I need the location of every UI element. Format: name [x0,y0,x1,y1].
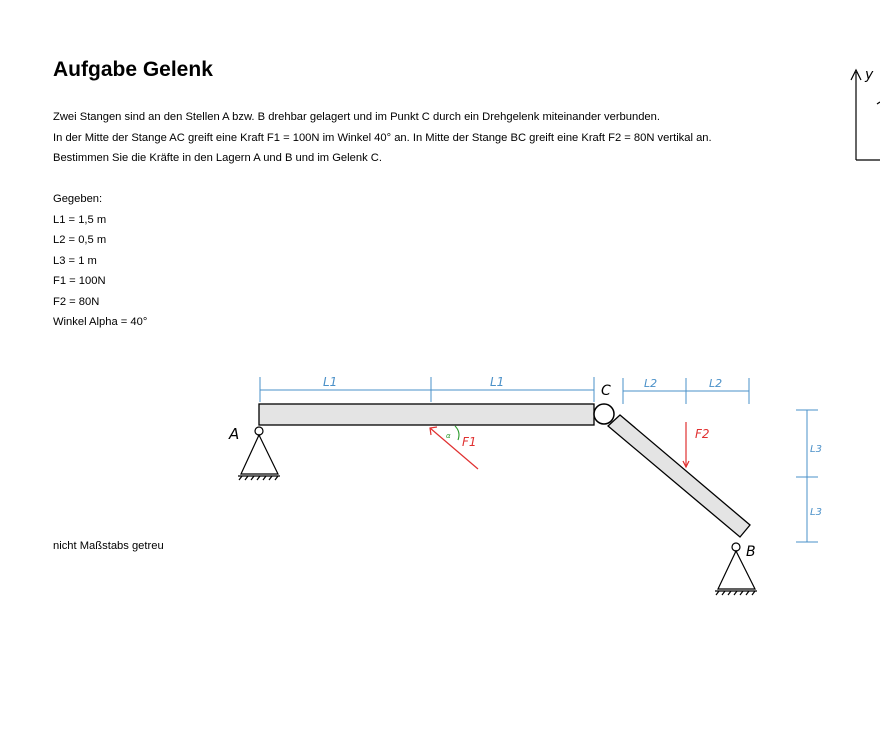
given-item: L3 = 1 m [53,254,97,267]
given-item: F2 = 80N [53,295,100,308]
force-f2 [683,422,689,467]
label-a: A [229,425,240,443]
given-item: Winkel Alpha = 40° [53,316,148,328]
dim-label-l3: L3 [810,507,822,518]
angle-label: α [446,432,451,440]
joint-c [594,404,614,424]
scale-note: nicht Maßstabs getreu [53,540,164,552]
bar-bc [608,415,750,537]
problem-line: In der Mitte der Stange AC greift eine Kraft F1 = 100N im Winkel 40° an. In Mitte der Stange BC greift eine Kraft F2 = 80N vertikal an. [53,131,712,144]
dim-label-l1: L1 [490,375,505,389]
label-c: C [601,383,611,399]
given-item: L2 = 0,5 m [53,234,107,246]
given-heading: Gegeben: [53,193,103,205]
angle-arc [455,426,459,440]
coordinate-axis [851,70,880,160]
given-item: F1 = 100N [53,275,106,287]
problem-line: Zwei Stangen sind an den Stellen A bzw. B drehbar gelagert und im Punkt C durch ein Drehgelenk miteinander verbunden. [53,111,660,123]
given-item: L1 = 1,5 m [53,213,107,226]
force-f2-label: F2 [695,427,710,441]
dim-label-l2: L2 [644,377,658,390]
dim-label-l2: L2 [709,377,723,390]
support-a-triangle [241,435,278,474]
bar-ac [259,404,594,425]
dim-label-l3: L3 [810,444,822,455]
axis-y-label: y [865,67,874,83]
dim-label-l1: L1 [323,375,338,389]
label-b: B [746,544,756,560]
support-a [238,427,280,480]
problem-line: Bestimmen Sie die Kräfte in den Lagern A und B und im Gelenk C. [53,152,382,164]
page-title: Aufgabe Gelenk [53,58,213,81]
force-f1-label: F1 [462,435,477,449]
